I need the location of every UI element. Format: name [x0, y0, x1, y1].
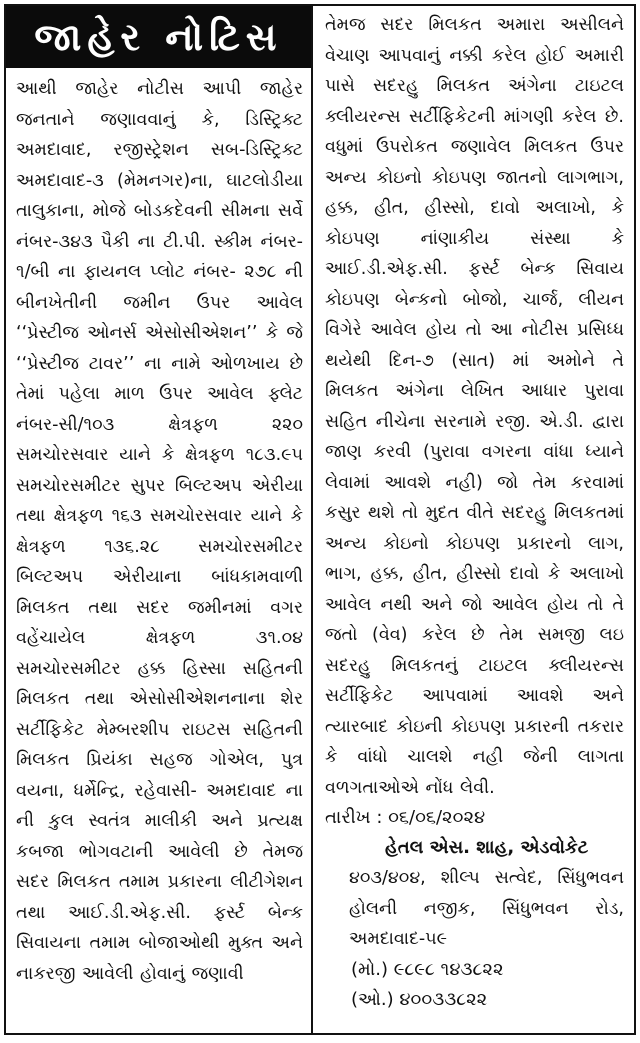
right-column — [313, 6, 634, 1033]
notice-title: જાહેર નોટિસ — [6, 6, 311, 68]
notice-body-left: આથી જાહેર નોટીસ આપી જાહેર જનતાને જણાવવાનું કે, ડિસ્ટ્રિક્ટ અમદાવાદ, રજીસ્ટ્રેશન સબ-ડિસ્ટ્રિક્ટ અમદાવાદ-૩ (મેમનગર)ના, ઘાટલોડીયા તાલુકાના, મોજે બોડકદેવની સીમના સર્વે નંબર-૩૪૩ પૈકી ના ટી.પી. સ્કીમ નંબર- ૧/બી ના ફાયનલ પ્લોટ નંબર- ૨૭૮ ની બીનખેતીની જમીન ઉપર આવેલ ‘‘પ્રેસ્ટીજ ઓનર્સ એસોસીએશન’’ કે જે ‘‘પ્રેસ્ટીજ ટાવર’’ ના નામે ઓળખાય છે તેમાં પહેલા માળ ઉપર આવેલ ફ્લેટ નંબર-સી/૧૦૩ ક્ષેત્રફળ ૨૨૦ સમચોરસવાર યાને કે ક્ષેત્રફળ ૧૮૩.૯૫ સમચોરસમીટર સુપર બિલ્ટઅપ એરીયા તથા ક્ષેત્રફળ ૧૬૩ સમચોરસવાર યાને કે ક્ષેત્રફળ ૧૩૬.૨૮ સમચોરસમીટર બિલ્ટઅપ એરીયાના બાંધકામવાળી મિલકત તથા સદર જમીનમાં વગર વહેંચાયેલ ક્ષેત્રફળ ૩૧.૦૪ સમચોરસમીટર હક્ક હિસ્સા સહિતની મિલકત તથા એસોસીએશનનાના શેર સર્ટીફિકેટ મેમ્બરશીપ રાઇટસ સહિતની મિલકત પ્રિયંકા સહજ ગોએલ, પુત્ર વયના, ધર્મેન્દ્રિ, રહેવાસી- અમદાવાદ ના ની કુલ સ્વતંત્ર માલીકી અને પ્રત્યક્ષ કબજા ભોગવટાની આવેલી છે તેમજ સદર મિલકત તમામ પ્રકારના લીટીગેશન તથા આઈ.ડી.એફ.સી. ફર્સ્ટ બેન્ક સિવાયના તમામ બોજાઓથી મુક્ત અને નાકરજી આવેલી હોવાનું જણાવી — [16, 79, 303, 984]
mobile-number: (મો.) ૯૮૯૮ ૧૪૩૮૨૨ — [351, 958, 504, 980]
address-line-1: ૪૦૩/૪૦૪, શીલ્પ સત્વેદ, સિંધુભવન — [349, 868, 624, 888]
left-column — [6, 6, 311, 1033]
address-line-2: હોલની નજીક, સિંધુભવન રોડ, — [349, 898, 624, 919]
notice-body-right: તેમજ સદર મિલકત અમારા અસીલને વેચાણ આપવાનું નક્કી કરેલ હોઈ અમારી પાસે સદરહુ મિલકત અંગેના ટાઇટલ ક્લીયરન્સ સર્ટીફિકેટની માંગણી કરેલ છે. વધુમાં ઉપરોકત જણાવેલ મિલકત ઉપર અન્ય કોઇનો કોઇપણ જાતનો લાગભાગ, હક્ક, હીત, હીસ્સો, દાવો અલાખો, કે કોઇપણ નાંણાકીય સંસ્થા કે આઈ.ડી.એફ.સી. ફર્સ્ટ બેન્ક સિવાય કોઇપણ બેન્કનો બોજો, ચાર્જ, લીયન વિગેરે આવેલ હોય તો આ નોટીસ પ્રસિધ્ધ થયેથી દિન-૭ (સાત) માં અમોને તે મિલકત અંગેના લેખિત આધાર પુરાવા સહિત નીચેના સરનામે રજી. એ.ડી. દ્વારા જાણ કરવી (પુરાવા વગરના વાંધા ધ્યાને લેવામાં આવશે નહી) જો તેમ કરવામાં કસુર થશે તો મુદત વીતે સદરહુ મિલકતમાં અન્ય કોઇનો કોઇપણ પ્રકારનો લાગ, ભાગ, હક્ક, હીત, હીસ્સો દાવો કે અલાખો આવેલ નથી અને જો આવેલ હોય તો તે જતો (વેવ) કરેલ છે તેમ સમજી લઇ સદરહુ મિલકતનું ટાઇટલ ક્લીયરન્સ સર્ટીફિકેટ આપવામાં આવશે અને ત્યારબાદ કોઇની કોઇપણ પ્રકારની તકરાર કે વાંધો ચાલશે નહી જેની લાગતા વળગતાઓએ નોંધ લેવી. — [325, 15, 624, 798]
advocate-signature: હેતલ એસ. શાહ, એડવોકેટ — [385, 837, 589, 858]
notice-page — [4, 4, 636, 1035]
notice-date: તારીખ : ૦૬/૦૬/૨૦૨૪ — [325, 807, 486, 828]
office-number: (ઓ.) ૪૦૦૩૩૮૨૨ — [351, 989, 488, 1010]
address-line-3: અમદાવાદ-૫૯ — [349, 929, 448, 949]
